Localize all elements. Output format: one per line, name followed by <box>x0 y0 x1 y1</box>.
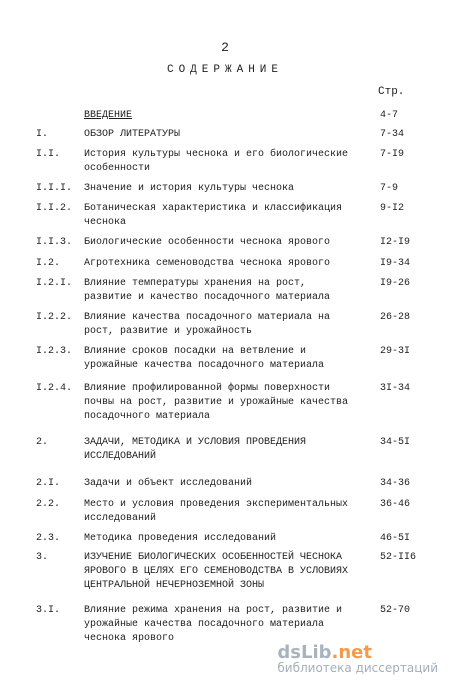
toc-entry-number: 2.2. <box>36 499 61 510</box>
toc-entry-pages: 52-70 <box>380 605 411 616</box>
toc-entry-title: ЗАДАЧИ, МЕТОДИКА И УСЛОВИЯ ПРОВЕДЕНИЯ ИССЛЕДОВАНИЙ <box>84 437 307 462</box>
toc-entry-number: I.I.2. <box>36 203 73 214</box>
watermark-logo-tld: .net <box>331 642 372 663</box>
toc-entry-number: I.2.3. <box>36 346 73 357</box>
toc-entry-title: Агротехника семеноводства чеснока ярового <box>84 258 331 269</box>
page-title: СОДЕРЖАНИЕ <box>166 64 283 76</box>
toc-entry-pages: 46-5I <box>380 533 411 544</box>
toc-entry-number: 2.3. <box>36 533 61 544</box>
toc-entry-number: I.I. <box>36 149 61 160</box>
page-number: 2 <box>221 40 229 55</box>
toc-entry-pages: 7-I9 <box>380 149 405 160</box>
toc-entry-title: Методика проведения исследований <box>84 533 277 544</box>
toc-entry-title: Влияние качества посадочного материала на рост, развитие и урожайность <box>84 312 331 337</box>
toc-entry-number: 3. <box>36 552 49 563</box>
watermark <box>277 642 438 675</box>
toc-entry-title: ВВЕДЕНИЕ <box>84 110 133 121</box>
toc-entry-number: I.I.3. <box>36 237 73 248</box>
watermark-logo-main: dsLib <box>277 642 332 663</box>
toc-entry-pages: 9-I2 <box>380 203 405 214</box>
toc-entry-number: I. <box>36 129 49 140</box>
toc-entry-title: Влияние режима хранения на рост, развитие и урожайные качества посадочного материала чеснока ярового <box>84 605 343 644</box>
toc-entry-number: 2.I. <box>36 478 61 489</box>
toc-entry-number: 3.I. <box>36 605 61 616</box>
watermark-subtitle: библиотека диссертаций <box>277 661 438 675</box>
toc-entry-title: ОБЗОР ЛИТЕРАТУРЫ <box>84 129 181 140</box>
toc-entry-title: Значение и история культуры чеснока <box>84 183 295 194</box>
toc-entry-title: Место и условия проведения экспериментальных исследований <box>84 499 349 524</box>
toc-entry-title: Ботаническая характеристика и классификация чеснока <box>84 203 343 228</box>
toc-entry-number: I.2.I. <box>36 278 73 289</box>
toc-entry-number: I.2.2. <box>36 312 73 323</box>
toc-entry-pages: 4-7 <box>380 110 399 121</box>
toc-entry-number: 2. <box>36 437 49 448</box>
toc-entry-pages: 7-9 <box>380 183 399 194</box>
toc-entry-pages: I2-I9 <box>380 237 411 248</box>
toc-entry-pages: I9-26 <box>380 278 411 289</box>
toc-entry-pages: 26-28 <box>380 312 411 323</box>
toc-entry-title: ИЗУЧЕНИЕ БИОЛОГИЧЕСКИХ ОСОБЕННОСТЕЙ ЧЕСНОКА ЯРОВОГО В ЦЕЛЯХ ЕГО СЕМЕНОВОДСТВА В УСЛОВИЯХ ЦЕНТРАЛЬНОЙ НЕЧЕРНОЗЕМНОЙ ЗОНЫ <box>84 552 349 591</box>
toc-entry-pages: 3I-34 <box>380 383 411 394</box>
toc-entry-pages: 52-II6 <box>380 552 417 563</box>
toc-entry-pages: 34-5I <box>380 437 411 448</box>
toc-entry-pages: 29-3I <box>380 346 411 357</box>
toc-entry-pages: 34-36 <box>380 478 411 489</box>
toc-entry-number: I.2. <box>36 258 61 269</box>
toc-entry-title: Влияние профилированной формы поверхности почвы на рост, развитие и урожайные качества посадочного материала <box>84 383 349 422</box>
toc-entry-title: Задачи и объект исследований <box>84 478 253 489</box>
toc-entry-pages: I9-34 <box>380 258 411 269</box>
toc-entry-title: Влияние сроков посадки на ветвление и урожайные качества посадочного материала <box>84 346 325 371</box>
pages-column-header: Стр. <box>378 86 405 98</box>
toc-entry-number: I.I.I. <box>36 183 73 194</box>
toc-entry-pages: 7-34 <box>380 129 405 140</box>
toc-entry-title: Влияние температуры хранения на рост, развитие и качество посадочного материала <box>84 278 331 303</box>
watermark-logo <box>277 642 438 663</box>
toc-entry-number: I.2.4. <box>36 383 73 394</box>
toc-entry-title: Биологические особенности чеснока ярового <box>84 237 331 248</box>
toc-entry-title: История культуры чеснока и его биологические особенности <box>84 149 349 174</box>
toc-entry-pages: 36-46 <box>380 499 411 510</box>
